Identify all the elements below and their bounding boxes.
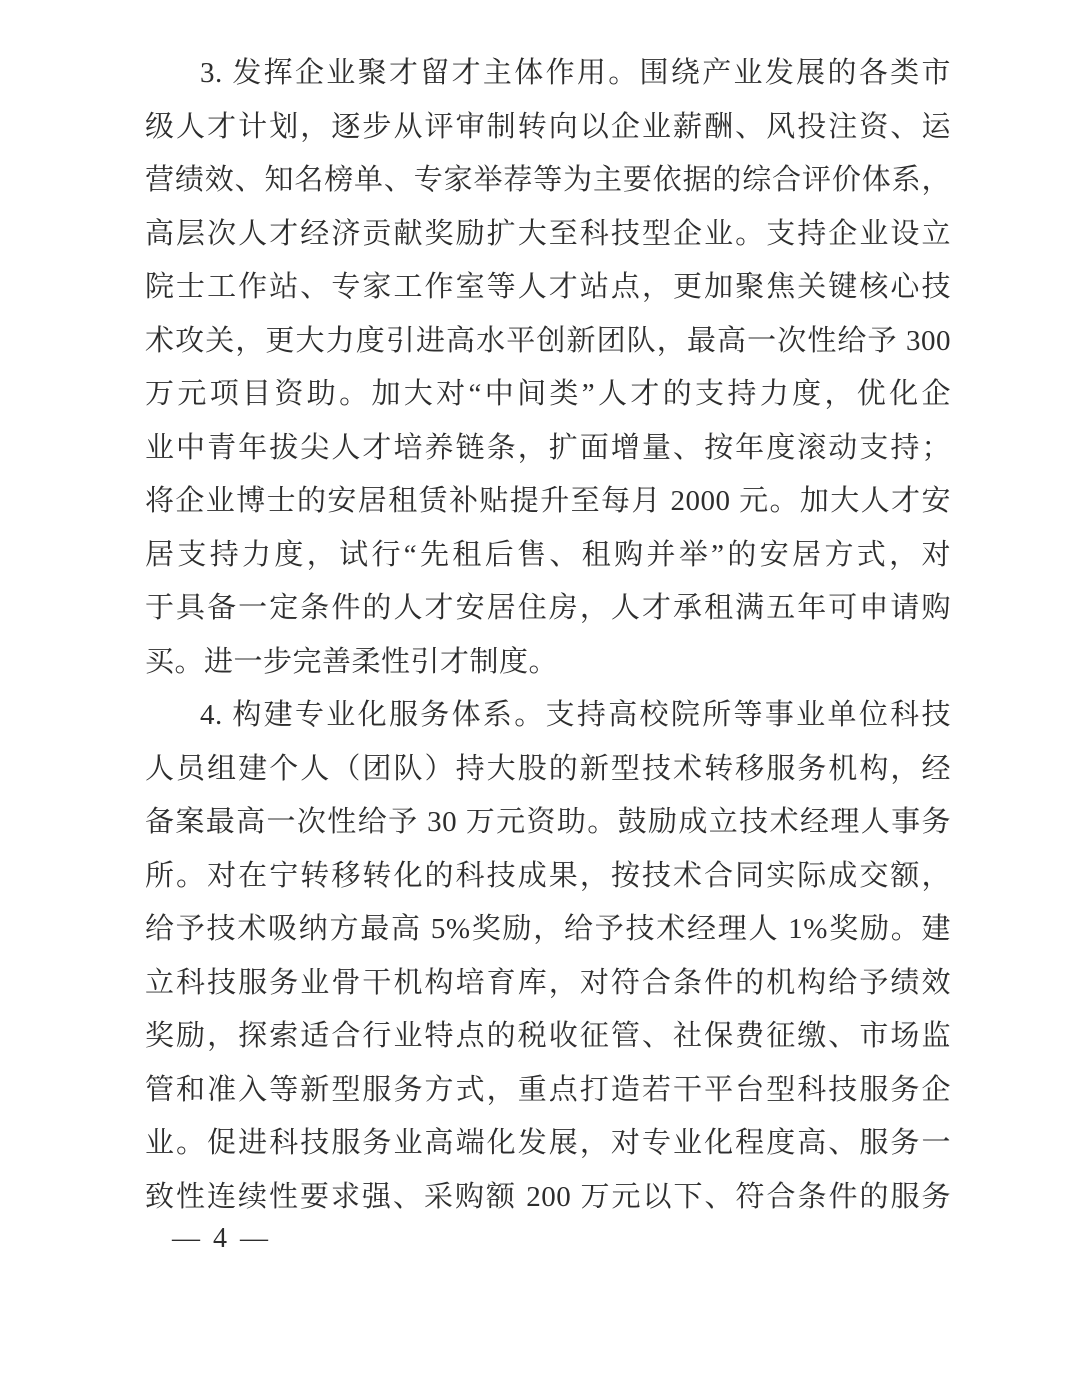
paragraph [145,47,951,689]
paragraph [145,689,951,1224]
text-line: 备案最高一次性给予 30 万元资助。鼓励成立技术经理人事务 [145,806,951,838]
text-line: 营绩效、知名榜单、专家举荐等为主要依据的综合评价体系， [145,164,951,196]
text-line: 万元项目资助。加大对“中间类”人才的支持力度，优化企 [145,378,951,410]
text-line: 高层次人才经济贡献奖励扩大至科技型企业。支持企业设立 [145,217,951,250]
text-line: 业中青年拔尖人才培养链条，扩面增量、按年度滚动支持； [145,431,951,464]
text-line: 立科技服务业骨干机构培育库，对符合条件的机构给予绩效 [145,966,951,999]
text-line: 致性连续性要求强、采购额 200 万元以下、符合条件的服务 [145,1180,951,1213]
page-number: — 4 — [172,1223,271,1254]
text-line: 业。促进科技服务业高端化发展，对专业化程度高、服务一 [145,1127,951,1159]
text-line: 术攻关，更大力度引进高水平创新团队，最高一次性给予 300 [145,324,951,357]
text-line: 于具备一定条件的人才安居住房，人才承租满五年可申请购 [145,592,951,624]
text-line: 居支持力度，试行“先租后售、租购并举”的安居方式，对 [145,538,951,571]
text-line: 给予技术吸纳方最高 5%奖励，给予技术经理人 1%奖励。建 [145,913,951,945]
text-line: 奖励，探索适合行业特点的税收征管、社保费征缴、市场监 [145,1020,951,1052]
text-line: 买。进一步完善柔性引才制度。 [145,645,559,678]
text-line: 所。对在宁转移转化的科技成果，按技术合同实际成交额， [145,859,951,892]
document-text-block [145,47,951,1224]
text-line: 级人才计划，逐步从评审制转向以企业薪酬、风投注资、运 [145,110,951,143]
text-line: 3. 发挥企业聚才留才主体作用。围绕产业发展的各类市 [200,57,951,89]
text-line: 4. 构建专业化服务体系。支持高校院所等事业单位科技 [200,699,951,731]
text-line: 人员组建个人（团队）持大股的新型技术转移服务机构，经 [145,752,951,785]
text-line: 将企业博士的安居租赁补贴提升至每月 2000 元。加大人才安 [145,485,951,517]
text-line: 院士工作站、专家工作室等人才站点，更加聚焦关键核心技 [145,271,951,303]
text-line: 管和准入等新型服务方式，重点打造若干平台型科技服务企 [145,1073,951,1106]
